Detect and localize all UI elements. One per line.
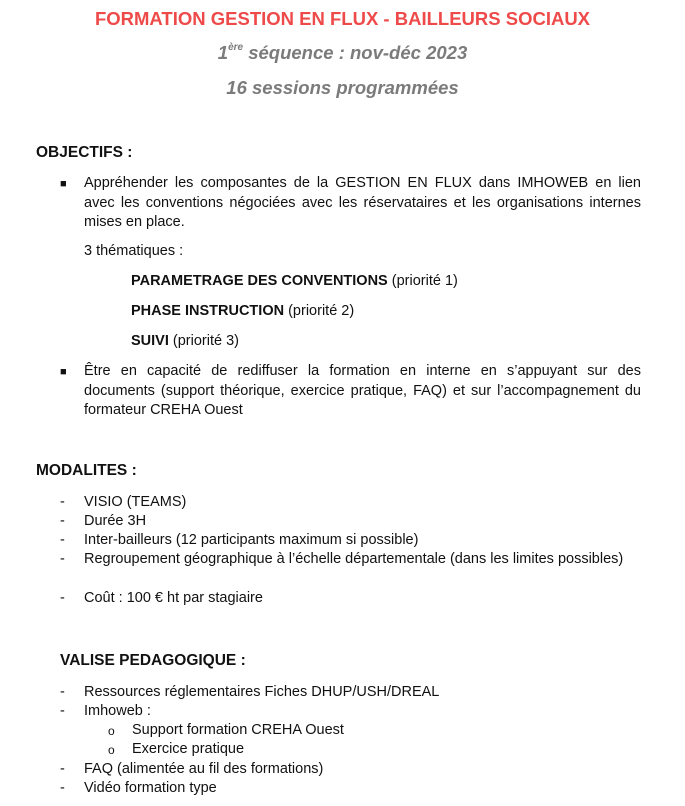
dash-bullet: -: [60, 513, 65, 529]
valise-sub-item: Exercice pratique: [132, 741, 245, 757]
objectif-bullet-2: Être en capacité de rediffuser la formation en interne en s’appuyant sur des documents (support théorique, exercice pratique, FAQ) et sur l’accompagnement du formateur CREHA Ouest: [84, 363, 641, 418]
dash-bullet: -: [60, 551, 65, 567]
theme-item: SUIVI (priorité 3): [131, 333, 239, 349]
dash-bullet: -: [60, 703, 65, 719]
dash-bullet: -: [60, 532, 65, 548]
circle-bullet-icon: o: [108, 743, 115, 757]
square-bullet-icon: ■: [60, 366, 67, 378]
valise-sub-item: Support formation CREHA Ouest: [132, 722, 344, 738]
square-bullet-icon: ■: [60, 178, 67, 190]
dash-bullet: -: [60, 684, 65, 700]
objectif-bullet-1: Appréhender les composantes de la GESTION EN FLUX dans IMHOWEB en lien avec les conventions négociées avec les réservataires et les organisations internes mises en place.: [84, 175, 641, 230]
theme-item: PARAMETRAGE DES CONVENTIONS (priorité 1): [131, 273, 458, 289]
dash-bullet: -: [60, 590, 65, 606]
valise-item: Vidéo formation type: [84, 780, 217, 796]
dash-bullet: -: [60, 780, 65, 796]
valise-item: FAQ (alimentée au fil des formations): [84, 761, 324, 777]
modalite-item: Durée 3H: [84, 513, 147, 529]
modalite-item: Regroupement géographique à l’échelle départementale (dans les limites possibles): [84, 551, 624, 567]
modalite-item: VISIO (TEAMS): [84, 494, 187, 510]
theme-item: PHASE INSTRUCTION (priorité 2): [131, 303, 355, 319]
sessions-line: 16 sessions programmées: [226, 77, 459, 98]
modalites-heading: MODALITES :: [36, 462, 137, 479]
objectifs-heading: OBJECTIFS :: [36, 144, 133, 161]
themes-intro: 3 thématiques :: [84, 243, 184, 259]
sequence-line: 1ère séquence : nov-déc 2023: [217, 41, 468, 63]
dash-bullet: -: [60, 761, 65, 777]
circle-bullet-icon: o: [108, 724, 115, 738]
valise-item: Imhoweb :: [84, 703, 151, 719]
modalite-item: Coût : 100 € ht par stagiaire: [84, 590, 263, 606]
valise-item: Ressources réglementaires Fiches DHUP/USH/DREAL: [84, 684, 440, 700]
valise-heading: VALISE PEDAGOGIQUE :: [60, 652, 246, 669]
dash-bullet: -: [60, 494, 65, 510]
document-title: FORMATION GESTION EN FLUX - BAILLEURS SOCIAUX: [94, 8, 591, 29]
modalite-item: Inter-bailleurs (12 participants maximum si possible): [84, 532, 419, 548]
